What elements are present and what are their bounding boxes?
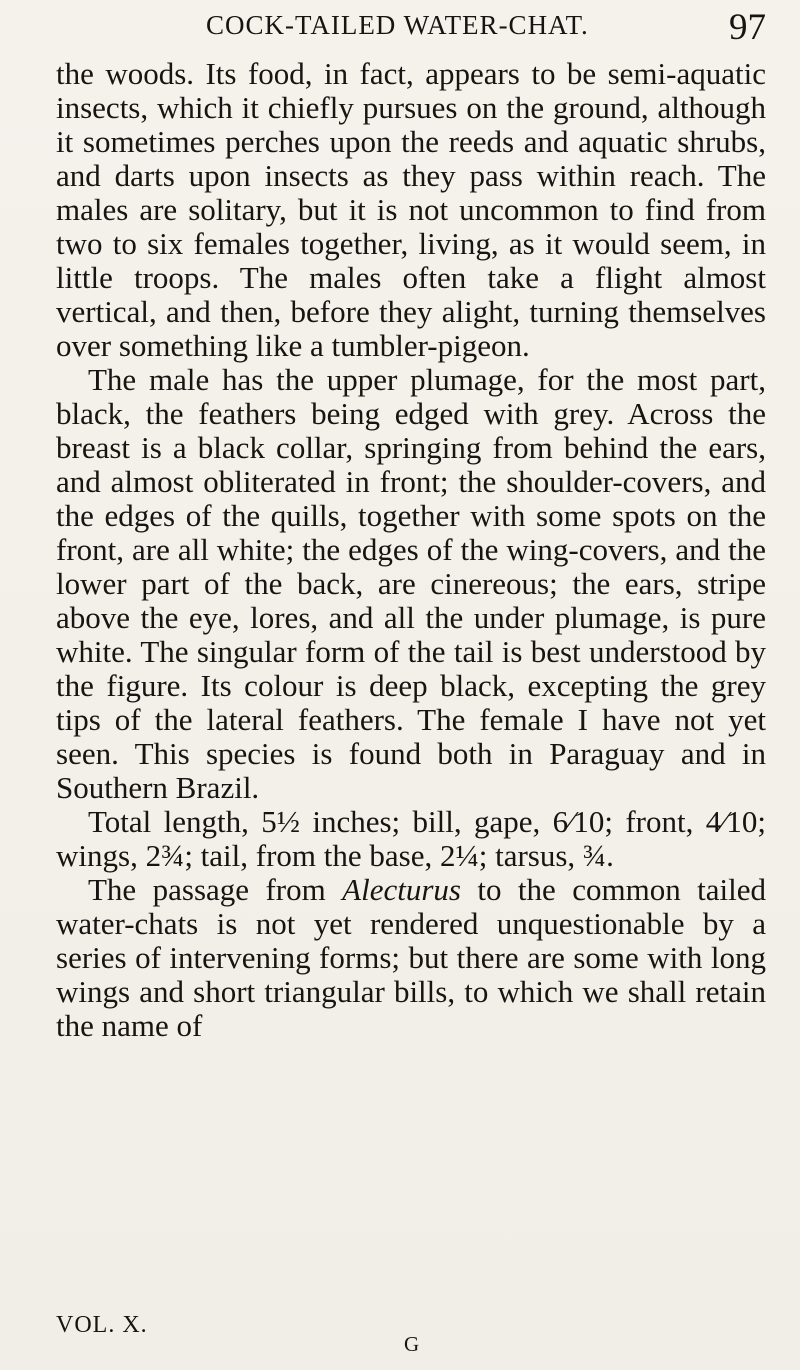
- genus-name: Alecturus: [342, 872, 461, 907]
- volume-label: VOL. X.: [56, 1312, 148, 1338]
- measurements-paragraph: Total length, 5½ inches; bill, gape, 6⁄10; front, 4⁄10; wings, 2¾; tail, from the base, 2¼; tarsus, ¾.: [56, 804, 766, 873]
- paragraph-2: The male has the upper plumage, for the most part, black, the feathers being edged with grey. Across the breast is a black collar, springing from behind the ears, and almost obliterated in front; the shoulder-covers, and the edges of the quills, together with some spots on the front, are all white; the edges of the wing-covers, and the lower part of the back, are cinereous; the ears, stripe above the eye, lores, and all the under plumage, is pure white. The singular form of the tail is best understood by the figure. Its colour is deep black, excepting the grey tips of the lateral feathers. The female I have not yet seen. This species is found both in Paraguay and in Southern Brazil.: [56, 362, 766, 805]
- signature-mark: G: [404, 1332, 420, 1356]
- page-number: 97: [729, 7, 766, 48]
- paragraph-4-end: to the common tailed water-chats is not yet rendered unquestionable by a series of intervening forms; but there are some with long wings and short triangular bills, to which we shall retain the name of: [56, 872, 766, 1043]
- running-title: COCK-TAILED WATER-CHAT.: [206, 10, 589, 40]
- page-header: [56, 7, 766, 50]
- page-footer: [56, 1312, 766, 1358]
- paragraph-4-start: The passage from: [88, 872, 343, 907]
- main-text-block: [56, 57, 766, 1043]
- paragraph-1: the woods. Its food, in fact, appears to be semi-aquatic insects, which it chiefly pursues on the ground, although it sometimes perches upon the reeds and aquatic shrubs, and darts upon insects as they pass within reach. The males are solitary, but it is not uncommon to find from two to six females together, living, as it would seem, in little troops. The males often take a flight almost vertical, and then, before they alight, turning themselves over something like a tumbler-pigeon.: [56, 56, 766, 363]
- paragraph-4: [56, 873, 766, 1043]
